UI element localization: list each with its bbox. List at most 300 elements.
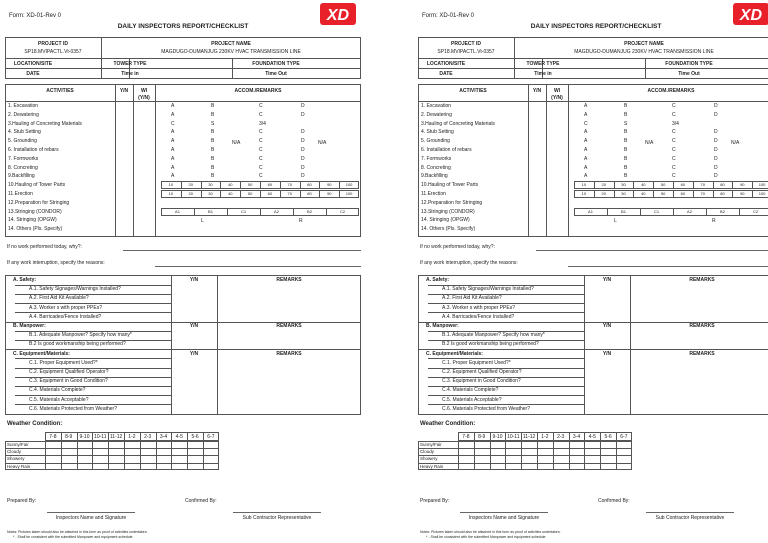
interruption-line bbox=[155, 266, 361, 267]
interruption-label: If any work interruption, specify the reasons: bbox=[7, 260, 105, 266]
leg-mark: B bbox=[211, 173, 215, 180]
percent-cell: 90 bbox=[327, 182, 332, 188]
percent-cell: 80 bbox=[307, 191, 312, 196]
leg-mark: S bbox=[211, 120, 215, 127]
stringing-left-label: L bbox=[614, 217, 617, 224]
activity-row-label: 7. Formworks bbox=[8, 155, 39, 162]
percent-cell: 50 bbox=[660, 191, 666, 196]
percent-cell: 40 bbox=[641, 182, 646, 188]
percent-cell: 10 bbox=[581, 191, 587, 196]
project-id-value: SP18.MVIPACTL.Vt-0357 bbox=[24, 49, 82, 55]
activity-row-label: 11.Erection bbox=[8, 191, 33, 197]
activity-row-label: 1. Excavation bbox=[421, 103, 452, 109]
activity-row-label: 9.Backfilling bbox=[421, 173, 448, 180]
confirmed-by-label: Confirmed By: bbox=[185, 498, 217, 504]
leg-mark: S bbox=[624, 120, 628, 127]
xd-logo bbox=[318, 2, 358, 26]
leg-mark: A bbox=[171, 111, 175, 118]
checklist-item: A.1. Safety Signages/Warnings Installed? bbox=[29, 286, 121, 293]
weather-time-slot: 7-8 bbox=[462, 434, 470, 440]
leg-mark: B bbox=[624, 129, 628, 136]
checklist-section-label: B. Manpower: bbox=[426, 323, 459, 329]
percent-cell: 10 bbox=[168, 182, 174, 188]
leg-mark: B bbox=[624, 111, 628, 118]
stringing-code: C2 bbox=[339, 208, 346, 214]
weather-time-slot: 8-9 bbox=[65, 434, 73, 440]
stringing-code: C2 bbox=[752, 208, 759, 214]
weather-condition-label: Cloudy bbox=[7, 449, 22, 455]
percent-cell: 90 bbox=[740, 191, 745, 196]
col-wi-yn: (Y/N) bbox=[138, 95, 150, 101]
checklist-page-left bbox=[5, 0, 381, 543]
weather-time-slot: 3-4 bbox=[159, 434, 168, 440]
checklist-section-label: A. Safety: bbox=[426, 277, 450, 283]
foundation-type-label: FOUNDATION TYPE bbox=[665, 61, 713, 67]
percent-cell: 100 bbox=[758, 191, 766, 196]
leg-mark: C bbox=[672, 129, 676, 136]
col-activities: ACTIVITIES bbox=[459, 88, 487, 94]
interruption-label: If any work interruption, specify the reasons: bbox=[420, 260, 518, 266]
leg-mark: B bbox=[624, 164, 628, 171]
weather-label: Weather Condition: bbox=[7, 421, 63, 427]
stringing-code: A1 bbox=[175, 208, 180, 214]
col-wi: WI bbox=[140, 88, 148, 94]
leg-mark: A bbox=[584, 155, 588, 162]
na-mark-d: N/A bbox=[318, 140, 327, 146]
col-wi: WI bbox=[553, 88, 561, 94]
notes-line-2: * - Shall be consistent with the submitted Manpower and equipment schedule. bbox=[426, 535, 547, 539]
leg-mark: D bbox=[714, 129, 718, 136]
leg-mark: C bbox=[672, 173, 676, 180]
leg-mark: D bbox=[301, 111, 305, 118]
checklist-item: C.1. Proper Equipment Used?* bbox=[29, 359, 98, 366]
percent-cell: 80 bbox=[720, 182, 725, 188]
leg-mark: B bbox=[624, 173, 628, 180]
activity-row-label: 4. Stub Setting bbox=[421, 129, 454, 136]
activity-row-label: 14. Stringing (OPGW) bbox=[421, 217, 470, 224]
stringing-code: B1 bbox=[208, 208, 213, 214]
project-name-value: MAGDUGO-DUMANJUG 230KV HVAC TRANSMISSION LINE bbox=[161, 49, 301, 55]
subcon-caption: Sub Contractor Representative bbox=[242, 515, 312, 521]
weather-time-slot: 2-3 bbox=[557, 434, 565, 440]
leg-mark: C bbox=[259, 111, 263, 118]
leg-mark: D bbox=[301, 138, 305, 145]
remarks-header: REMARKS bbox=[689, 350, 715, 357]
weather-time-slot: 11-12 bbox=[109, 434, 123, 440]
no-work-line bbox=[123, 250, 361, 251]
leg-mark: A bbox=[171, 138, 175, 145]
tower-type-label: TOWER TYPE bbox=[526, 61, 560, 67]
leg-mark: A bbox=[584, 173, 588, 180]
activity-row-label: 13.Stringing (CONDOR) bbox=[8, 208, 62, 215]
yn-header: Y/N bbox=[602, 350, 612, 357]
percent-cell: 40 bbox=[228, 191, 233, 196]
na-mark-b: N/A bbox=[645, 140, 654, 146]
yn-header: Y/N bbox=[189, 350, 199, 357]
leg-mark: C bbox=[259, 173, 263, 180]
weather-row-line bbox=[418, 455, 632, 456]
leg-mark: A bbox=[171, 103, 175, 109]
tower-type-label: TOWER TYPE bbox=[113, 61, 147, 67]
leg-mark: D bbox=[301, 164, 305, 171]
weather-time-slot: 8-9 bbox=[478, 434, 486, 440]
remarks-header: REMARKS bbox=[276, 350, 302, 357]
report-title: DAILY INSPECTORS REPORT/CHECKLIST bbox=[530, 23, 662, 30]
checklist-item: B.2 Is good workmanship being performed? bbox=[442, 341, 539, 348]
weather-time-slot: 6-7 bbox=[207, 434, 215, 440]
leg-mark: D bbox=[301, 155, 305, 162]
checklist-item: C.2. Equipment Qualified Operator? bbox=[29, 369, 109, 375]
percent-cell: 70 bbox=[700, 182, 705, 188]
weather-condition-label: Cloudy bbox=[420, 449, 435, 455]
leg-mark: C bbox=[672, 111, 676, 118]
stringing-code: B2 bbox=[720, 208, 725, 214]
activity-row-label: 7. Formworks bbox=[421, 155, 452, 162]
leg-mark: A bbox=[171, 173, 175, 180]
activity-row-label: 4. Stub Setting bbox=[8, 129, 41, 136]
stringing-code: A2 bbox=[274, 208, 279, 214]
leg-mark: A bbox=[584, 164, 588, 171]
leg-mark: C bbox=[584, 120, 588, 127]
inspector-signature-line bbox=[460, 512, 548, 513]
weather-time-slot: 10-11 bbox=[507, 434, 520, 440]
percent-cell: 90 bbox=[327, 191, 332, 196]
checklist-item: A.3. Worker s with proper PPEs? bbox=[442, 304, 515, 311]
leg-mark: B bbox=[211, 129, 215, 136]
leg-mark: D bbox=[301, 129, 305, 136]
percent-cell: 20 bbox=[188, 182, 193, 188]
leg-mark: B bbox=[211, 111, 215, 118]
weather-time-slot: 2-3 bbox=[144, 434, 152, 440]
percent-cell: 10 bbox=[168, 191, 174, 196]
checklist-section-label: A. Safety: bbox=[13, 277, 37, 283]
percent-cell: 30 bbox=[621, 182, 626, 188]
weather-row-line bbox=[5, 448, 219, 449]
leg-mark: A bbox=[171, 155, 175, 162]
activity-row-label: 14. Others (Pls. Specify) bbox=[421, 226, 476, 233]
weather-row-line bbox=[5, 463, 219, 464]
percent-cell: 30 bbox=[208, 191, 213, 196]
time-in-label: Time in bbox=[534, 71, 552, 77]
percent-cell: 20 bbox=[188, 191, 193, 196]
checklist-item: C.5. Materials Acceptable? bbox=[29, 396, 89, 403]
percent-cell: 60 bbox=[267, 191, 273, 196]
weather-condition-label: Heavy Rain bbox=[420, 463, 444, 469]
subcon-caption: Sub Contractor Representative bbox=[655, 515, 725, 521]
foundation-type-label: FOUNDATION TYPE bbox=[252, 61, 300, 67]
percent-cell: 100 bbox=[345, 182, 353, 188]
weather-row-line bbox=[418, 463, 632, 464]
checklist-item: C.6. Materials Protected from Weather? bbox=[442, 405, 530, 412]
remarks-header: REMARKS bbox=[689, 323, 715, 329]
percent-cell: 100 bbox=[345, 191, 353, 196]
leg-mark: B bbox=[624, 147, 628, 153]
col-activities: ACTIVITIES bbox=[46, 88, 74, 94]
leg-mark: C bbox=[672, 103, 676, 109]
leg-mark: A bbox=[584, 138, 588, 145]
stringing-left-label: L bbox=[201, 217, 204, 224]
stringing-code: A2 bbox=[687, 208, 692, 214]
leg-mark: C bbox=[672, 155, 676, 162]
activity-row-label: 3.Hauling of Concreting Materials bbox=[8, 120, 82, 127]
percent-cell: 20 bbox=[601, 191, 606, 196]
percent-cell: 90 bbox=[740, 182, 745, 188]
no-work-label: If no work performed today, why?: bbox=[7, 244, 82, 250]
checklist-item: A.4. Barricades/Fence Installed? bbox=[29, 313, 102, 320]
percent-cell: 60 bbox=[680, 191, 686, 196]
checklist-item: A.3. Worker s with proper PPEs? bbox=[29, 304, 102, 311]
notes-line-1: Notes: Pictures taken should also be attached in this form as proof of activities undertaken. bbox=[420, 530, 561, 534]
checklist-item: C.2. Equipment Qualified Operator? bbox=[442, 369, 522, 375]
stringing-right-label: R bbox=[299, 217, 303, 224]
leg-mark: D bbox=[301, 147, 305, 153]
weather-time-slot: 3-4 bbox=[572, 434, 581, 440]
weather-time-slot: 4-5 bbox=[588, 434, 596, 440]
checklist-item: C.3. Equipment in Good Condition? bbox=[29, 378, 108, 385]
weather-condition-label: Sunny/Fair bbox=[7, 442, 29, 447]
leg-mark: C bbox=[259, 164, 263, 171]
col-wi-yn: (Y/N) bbox=[551, 95, 563, 101]
activity-row-label: 13.Stringing (CONDOR) bbox=[421, 208, 475, 215]
percent-cell: 80 bbox=[307, 182, 312, 188]
leg-mark: A bbox=[584, 103, 588, 109]
weather-time-slot: 11-12 bbox=[522, 434, 536, 440]
remarks-header: REMARKS bbox=[689, 277, 715, 283]
percent-cell: 70 bbox=[287, 191, 292, 196]
yn-header: Y/N bbox=[189, 323, 199, 329]
percent-cell: 40 bbox=[228, 182, 233, 188]
activity-row-label: 9.Backfilling bbox=[8, 173, 35, 180]
percent-cell: 80 bbox=[720, 191, 725, 196]
leg-mark: C bbox=[171, 120, 175, 127]
leg-mark: D bbox=[714, 155, 718, 162]
percent-cell: 30 bbox=[208, 182, 213, 188]
stringing-code: B1 bbox=[621, 208, 626, 214]
inspector-caption: Inspectors Name and Signature bbox=[55, 515, 127, 521]
notes-line-1: Notes: Pictures taken should also be attached in this form as proof of activities undertaken. bbox=[7, 530, 148, 534]
leg-mark: D bbox=[714, 173, 718, 180]
na-mark-d: N/A bbox=[731, 140, 740, 146]
percent-cell: 50 bbox=[247, 191, 253, 196]
leg-mark: C bbox=[259, 155, 263, 162]
percent-cell: 10 bbox=[581, 182, 587, 188]
activity-row-label: 6. Installation of rebars bbox=[8, 147, 59, 153]
col-accom-remarks: ACCOM./REMARKS bbox=[647, 88, 695, 94]
project-name-label: PROJECT NAME bbox=[624, 41, 664, 47]
checklist-item: C.4. Materials Complete? bbox=[442, 387, 499, 394]
stringing-code: C1 bbox=[240, 208, 247, 214]
activity-row-label: 8. Concreting bbox=[421, 164, 451, 171]
activity-row-label: 10.Hauling of Tower Parts bbox=[8, 182, 66, 189]
checklist-item: A.2. First Aid Kit Available? bbox=[29, 295, 89, 302]
leg-mark: A bbox=[171, 129, 175, 136]
leg-mark: 3/4 bbox=[672, 120, 679, 127]
stringing-right-label: R bbox=[712, 217, 716, 224]
xd-logo bbox=[731, 2, 768, 26]
leg-mark: A bbox=[584, 129, 588, 136]
checklist-item: B.1. Adequate Manpower? Specify how many* bbox=[29, 332, 132, 339]
percent-cell: 50 bbox=[660, 182, 666, 188]
interruption-line bbox=[568, 266, 768, 267]
stringing-code: B2 bbox=[307, 208, 312, 214]
subcon-signature-line bbox=[646, 512, 734, 513]
activity-row-label: 8. Concreting bbox=[8, 164, 38, 171]
leg-mark: A bbox=[584, 111, 588, 118]
weather-time-slot: 6-7 bbox=[620, 434, 628, 440]
remarks-header: REMARKS bbox=[276, 323, 302, 329]
percent-cell: 60 bbox=[267, 182, 273, 188]
weather-time-slot: 7-8 bbox=[49, 434, 57, 440]
yn-header: Y/N bbox=[602, 323, 612, 329]
inspector-signature-line bbox=[47, 512, 135, 513]
checklist-item: A.4. Barricades/Fence Installed? bbox=[442, 313, 515, 320]
weather-time-slot: 5-6 bbox=[604, 434, 612, 440]
leg-mark: C bbox=[672, 147, 676, 153]
weather-time-slot: 5-6 bbox=[191, 434, 199, 440]
checklist-item: B.1. Adequate Manpower? Specify how many* bbox=[442, 332, 545, 339]
activity-row-label: 1. Excavation bbox=[8, 103, 39, 109]
checklist-item: C.5. Materials Acceptable? bbox=[442, 396, 502, 403]
leg-mark: D bbox=[714, 147, 718, 153]
weather-row-line bbox=[5, 455, 219, 456]
checklist-item: C.6. Materials Protected from Weather? bbox=[29, 405, 117, 412]
leg-mark: C bbox=[259, 138, 263, 145]
prepared-by-label: Prepared By: bbox=[7, 498, 37, 504]
yn-header: Y/N bbox=[189, 277, 199, 283]
checklist-section-label: C. Equipment/Materials: bbox=[426, 350, 483, 357]
activity-row-label: 2. Dewatering bbox=[8, 111, 39, 118]
leg-mark: D bbox=[714, 103, 718, 109]
checklist-section-label: B. Manpower: bbox=[13, 323, 46, 329]
project-id-value: SP18.MVIPACTL.Vt-0357 bbox=[437, 49, 495, 55]
leg-mark: C bbox=[259, 103, 263, 109]
leg-mark: C bbox=[672, 164, 676, 171]
col-accom-remarks: ACCOM./REMARKS bbox=[234, 88, 282, 94]
activity-row-label: 14. Stringing (OPGW) bbox=[8, 217, 57, 224]
notes-line-2: * - Shall be consistent with the submitted Manpower and equipment schedule. bbox=[13, 535, 134, 539]
time-in-label: Time in bbox=[121, 71, 139, 77]
location-label: LOCATION/SITE bbox=[426, 61, 466, 67]
weather-time-slot: 9-10 bbox=[79, 434, 90, 440]
no-work-label: If no work performed today, why?: bbox=[420, 244, 495, 250]
leg-mark: B bbox=[211, 138, 215, 145]
leg-mark: B bbox=[624, 155, 628, 162]
percent-cell: 40 bbox=[641, 191, 646, 196]
leg-mark: B bbox=[624, 103, 628, 109]
activity-row-label: 10.Hauling of Tower Parts bbox=[421, 182, 479, 189]
activity-row-label: 2. Dewatering bbox=[421, 111, 452, 118]
leg-mark: D bbox=[301, 173, 305, 180]
leg-mark: D bbox=[714, 164, 718, 171]
activity-row-label: 5. Grounding bbox=[421, 138, 450, 145]
weather-condition-label: Showery bbox=[7, 456, 25, 462]
activity-row-label: 3.Hauling of Concreting Materials bbox=[421, 120, 495, 127]
activity-row-label: 12.Preparation for Stringing bbox=[8, 199, 70, 206]
date-label: DATE bbox=[439, 71, 453, 77]
col-yn: Y/N bbox=[532, 88, 542, 94]
percent-cell: 100 bbox=[758, 182, 766, 188]
checklist-item: A.1. Safety Signages/Warnings Installed? bbox=[442, 286, 534, 293]
leg-mark: A bbox=[584, 147, 588, 153]
checklist-item: A.2. First Aid Kit Available? bbox=[442, 295, 502, 302]
weather-time-slot: 1-2 bbox=[128, 434, 136, 440]
activity-row-label: 5. Grounding bbox=[8, 138, 37, 145]
activity-row-label: 11.Erection bbox=[421, 191, 446, 197]
project-name-value: MAGDUGO-DUMANJUG 230KV HVAC TRANSMISSION LINE bbox=[574, 49, 714, 55]
weather-time-slot: 4-5 bbox=[175, 434, 183, 440]
leg-mark: A bbox=[171, 147, 175, 153]
location-label: LOCATION/SITE bbox=[13, 61, 53, 67]
activity-row-label: 12.Preparation for Stringing bbox=[421, 199, 483, 206]
leg-mark: B bbox=[211, 164, 215, 171]
prepared-by-label: Prepared By: bbox=[420, 498, 450, 504]
na-mark-b: N/A bbox=[232, 140, 241, 146]
inspector-caption: Inspectors Name and Signature bbox=[468, 515, 540, 521]
weather-time-slot: 9-10 bbox=[492, 434, 503, 440]
stringing-code: A1 bbox=[588, 208, 593, 214]
leg-mark: D bbox=[714, 111, 718, 118]
leg-mark: C bbox=[259, 129, 263, 136]
weather-condition-label: Showery bbox=[420, 456, 438, 462]
checklist-item: B.2 Is good workmanship being performed? bbox=[29, 341, 126, 348]
subcon-signature-line bbox=[233, 512, 321, 513]
checklist-item: C.3. Equipment in Good Condition? bbox=[442, 378, 521, 385]
leg-mark: B bbox=[211, 147, 215, 153]
leg-mark: B bbox=[211, 155, 215, 162]
percent-cell: 70 bbox=[287, 182, 292, 188]
project-name-label: PROJECT NAME bbox=[211, 41, 251, 47]
checklist-page-right bbox=[418, 0, 768, 543]
weather-condition-label: Heavy Rain bbox=[7, 463, 31, 469]
percent-cell: 60 bbox=[680, 182, 686, 188]
checklist-item: C.1. Proper Equipment Used?* bbox=[442, 359, 511, 366]
report-title: DAILY INSPECTORS REPORT/CHECKLIST bbox=[117, 23, 249, 30]
leg-mark: D bbox=[301, 103, 305, 109]
percent-cell: 30 bbox=[621, 191, 626, 196]
leg-mark: D bbox=[714, 138, 718, 145]
percent-cell: 20 bbox=[601, 182, 606, 188]
no-work-line bbox=[536, 250, 768, 251]
weather-row-line bbox=[418, 448, 632, 449]
date-label: DATE bbox=[26, 71, 40, 77]
weather-label: Weather Condition: bbox=[420, 421, 476, 427]
leg-mark: 3/4 bbox=[259, 120, 266, 127]
weather-time-slot: 10-11 bbox=[94, 434, 107, 440]
yn-header: Y/N bbox=[602, 277, 612, 283]
project-id-label: PROJECT ID bbox=[450, 41, 481, 47]
leg-mark: C bbox=[672, 138, 676, 145]
leg-mark: B bbox=[211, 103, 215, 109]
leg-mark: C bbox=[259, 147, 263, 153]
leg-mark: B bbox=[624, 138, 628, 145]
logo-text: XD bbox=[739, 7, 763, 24]
stringing-code: C1 bbox=[653, 208, 660, 214]
logo-text: XD bbox=[326, 7, 350, 24]
time-out-label: Time Out bbox=[678, 71, 700, 77]
form-code: Form: XD-01-Rev 0 bbox=[9, 13, 62, 19]
time-out-label: Time Out bbox=[265, 71, 287, 77]
weather-time-slot: 1-2 bbox=[541, 434, 549, 440]
activity-row-label: 6. Installation of rebars bbox=[421, 147, 472, 153]
leg-mark: A bbox=[171, 164, 175, 171]
percent-cell: 70 bbox=[700, 191, 705, 196]
remarks-header: REMARKS bbox=[276, 277, 302, 283]
checklist-section-label: C. Equipment/Materials: bbox=[13, 350, 70, 357]
col-yn: Y/N bbox=[119, 88, 129, 94]
form-code: Form: XD-01-Rev 0 bbox=[422, 13, 475, 19]
checklist-item: C.4. Materials Complete? bbox=[29, 387, 86, 394]
activity-row-label: 14. Others (Pls. Specify) bbox=[8, 226, 63, 233]
